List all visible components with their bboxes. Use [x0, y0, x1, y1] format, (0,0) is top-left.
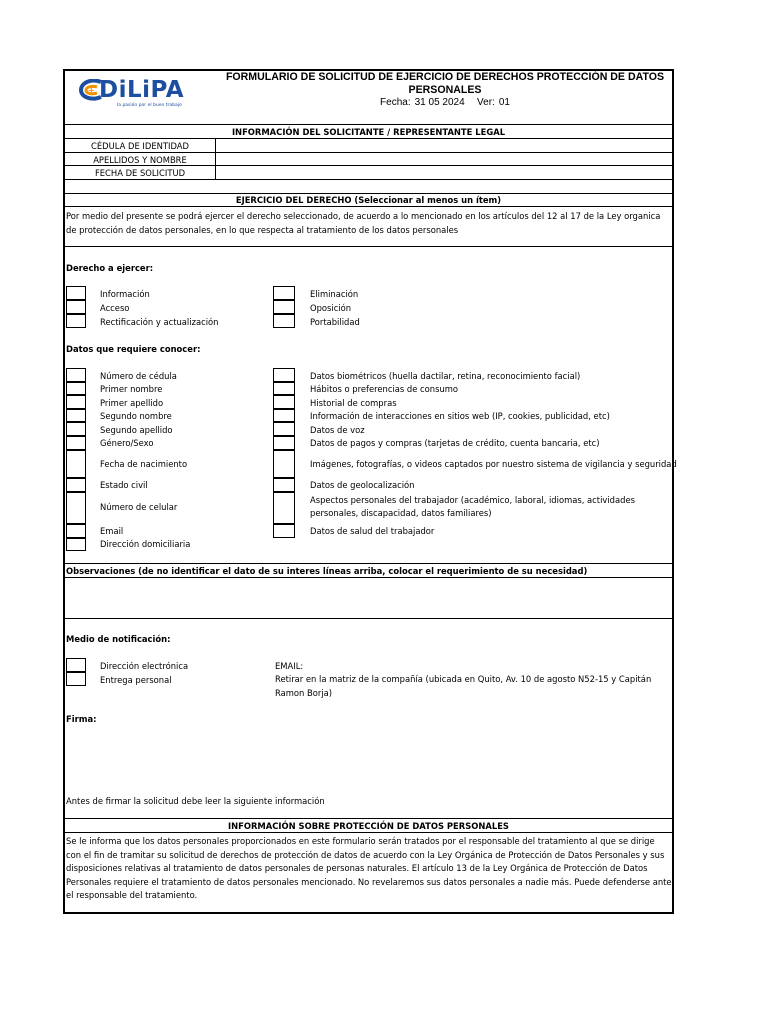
checkbox-data-right[interactable] [273, 492, 295, 524]
pickup-text: Retirar en la matriz de la compañía (ubicada en Quito, Av. 10 de agosto N52-15 y Capitán Ramon Borja) [275, 674, 652, 698]
privacy-text: Se le informa que los datos personales proporcionados en este formulario serán tratados por el responsable del tratamiento al que se dirige con el fin de tramitar su solicitud de derechos de protección de datos de acuerdo con la Ley Orgánica de Protección de Datos Personales y sus disposiciones relativas al tratamiento de datos personales de personas naturales. El artículo 13 de la Ley Orgánica de Protección de Datos Personales requiere el tratamiento de datos personales mencionado. No revelaremos sus datos personales a nadie más. Puede defenderse ante el responsable del tratamiento. [66, 836, 672, 900]
checkbox-eliminacion[interactable] [273, 286, 295, 300]
request-form [63, 69, 677, 914]
data-right-item: Datos biométricos (huella dactilar, retina, reconocimiento facial) [310, 371, 581, 381]
name-field-label: APELLIDOS Y NOMBRE [93, 155, 187, 165]
checkbox-informacion[interactable] [66, 286, 86, 300]
privacy-section-title: INFORMACIÓN SOBRE PROTECCIÓN DE DATOS PERSONALES [228, 821, 509, 831]
checkbox-data-right[interactable] [273, 450, 295, 478]
data-left-item: Número de celular [100, 502, 178, 512]
exercise-section-title: EJERCICIO DEL DERECHO (Seleccionar al menos un ítem) [235, 195, 502, 205]
checkbox-data-left[interactable] [66, 422, 86, 436]
checkbox-data-left[interactable] [66, 409, 86, 422]
data-right-item: Datos de voz [310, 425, 365, 435]
data-left-item: Número de cédula [100, 371, 177, 381]
form-meta [215, 97, 675, 108]
observations-input[interactable] [66, 578, 671, 617]
company-logo [79, 75, 209, 111]
data-right-item: Datos de pagos y compras (tarjetas de crédito, cuenta bancaria, etc) [310, 438, 600, 448]
right-acceso: Acceso [100, 303, 130, 313]
checkbox-data-right[interactable] [273, 422, 295, 436]
form-title: FORMULARIO DE SOLICITUD DE EJERCICIO DE DERECHOS PROTECCIÓN DE DATOS PERSONALES [225, 71, 665, 96]
checkbox-data-left[interactable] [66, 492, 86, 524]
right-oposicion: Oposición [310, 303, 352, 313]
checkbox-data-left[interactable] [66, 450, 86, 478]
checkbox-data-left[interactable] [66, 368, 86, 382]
data-left-item: Género/Sexo [100, 438, 154, 448]
checkbox-personal-delivery[interactable] [66, 672, 86, 686]
version-value: 01 [498, 97, 510, 108]
data-left-item: Primer apellido [100, 398, 164, 408]
checkbox-data-left[interactable] [66, 395, 86, 409]
checkbox-data-left[interactable] [66, 436, 86, 450]
logo-tagline: la pasión por el buen trabajo [117, 103, 182, 108]
checkbox-data-left[interactable] [66, 524, 86, 538]
data-left-item: Estado civil [100, 480, 148, 490]
checkbox-data-right[interactable] [273, 382, 295, 395]
data-right-item: Hábitos o preferencias de consumo [310, 384, 459, 394]
checkbox-portabilidad[interactable] [273, 314, 295, 328]
data-label: Datos que requiere conocer: [66, 344, 201, 354]
option-personal: Entrega personal [100, 675, 172, 685]
data-right-item: Historial de compras [310, 398, 397, 408]
signature-area[interactable] [66, 727, 671, 792]
data-right-item: Datos de geolocalización [310, 480, 415, 490]
data-left-item: Segundo nombre [100, 411, 172, 421]
right-informacion: Información [100, 289, 150, 299]
id-input[interactable] [216, 139, 672, 152]
version-label: Ver: [477, 97, 495, 108]
checkbox-data-right[interactable] [273, 524, 295, 538]
id-field-label: CÉDULA DE IDENTIDAD [91, 141, 189, 151]
data-left-item: Primer nombre [100, 384, 163, 394]
checkbox-data-right[interactable] [273, 409, 295, 422]
name-input[interactable] [216, 153, 672, 165]
signature-note: Antes de firmar la solicitud debe leer la siguiente información [66, 796, 325, 806]
data-left-item: Dirección domiciliaria [100, 539, 191, 549]
option-email: Dirección electrónica [100, 661, 189, 671]
signature-label: Firma: [66, 714, 97, 724]
right-portabilidad: Portabilidad [310, 317, 360, 327]
data-right-item: Datos de salud del trabajador [310, 526, 435, 536]
data-right-item: Aspectos personales del trabajador (académico, laboral, idiomas, actividades personales, discapacidad, datos familiares) [310, 495, 635, 518]
applicant-section-title: INFORMACIÓN DEL SOLICITANTE / REPRESENTANTE LEGAL [231, 127, 506, 137]
data-right-item: Imágenes, fotografías, o videos captados por nuestro sistema de vigilancia y seguridad [310, 459, 677, 469]
checkbox-data-left[interactable] [66, 382, 86, 395]
request-date-input[interactable] [216, 166, 672, 179]
observations-label: Observaciones (de no identificar el dato de su interes líneas arriba, colocar el requerimiento de su necesidad) [66, 566, 588, 576]
checkbox-data-right[interactable] [273, 436, 295, 450]
data-left-item: Email [100, 526, 124, 536]
date-value: 31 05 2024 [414, 97, 465, 108]
logo-wordmark: DiLiPA [99, 77, 185, 103]
data-right-item: Información de interacciones en sitios web (IP, cookies, publicidad, etc) [310, 411, 610, 421]
right-eliminacion: Eliminación [310, 289, 359, 299]
data-left-item: Segundo apellido [100, 425, 173, 435]
date-field-label: FECHA DE SOLICITUD [94, 168, 186, 178]
checkbox-data-right[interactable] [273, 395, 295, 409]
checkbox-data-left[interactable] [66, 538, 86, 551]
date-label: Fecha: [380, 97, 411, 108]
checkbox-email-notification[interactable] [66, 658, 86, 672]
data-left-item: Fecha de nacimiento [100, 459, 188, 469]
svg-text:+: + [88, 86, 95, 95]
checkbox-oposicion[interactable] [273, 300, 295, 314]
email-label: EMAIL: [275, 661, 304, 671]
checkbox-data-right[interactable] [273, 368, 295, 382]
checkbox-acceso[interactable] [66, 300, 86, 314]
checkbox-rectificacion[interactable] [66, 314, 86, 328]
checkbox-data-left[interactable] [66, 478, 86, 492]
notification-label: Medio de notificación: [66, 634, 171, 644]
rights-label: Derecho a ejercer: [66, 263, 154, 273]
right-rectificacion: Rectificación y actualización [100, 317, 219, 327]
exercise-intro: Por medio del presente se podrá ejercer el derecho seleccionado, de acuerdo a lo mencionado en los artículos del 12 al 17 de la Ley organica de protección de datos personales, en lo que respecta al tratamiento de los datos personales [66, 211, 661, 235]
checkbox-data-right[interactable] [273, 478, 295, 492]
